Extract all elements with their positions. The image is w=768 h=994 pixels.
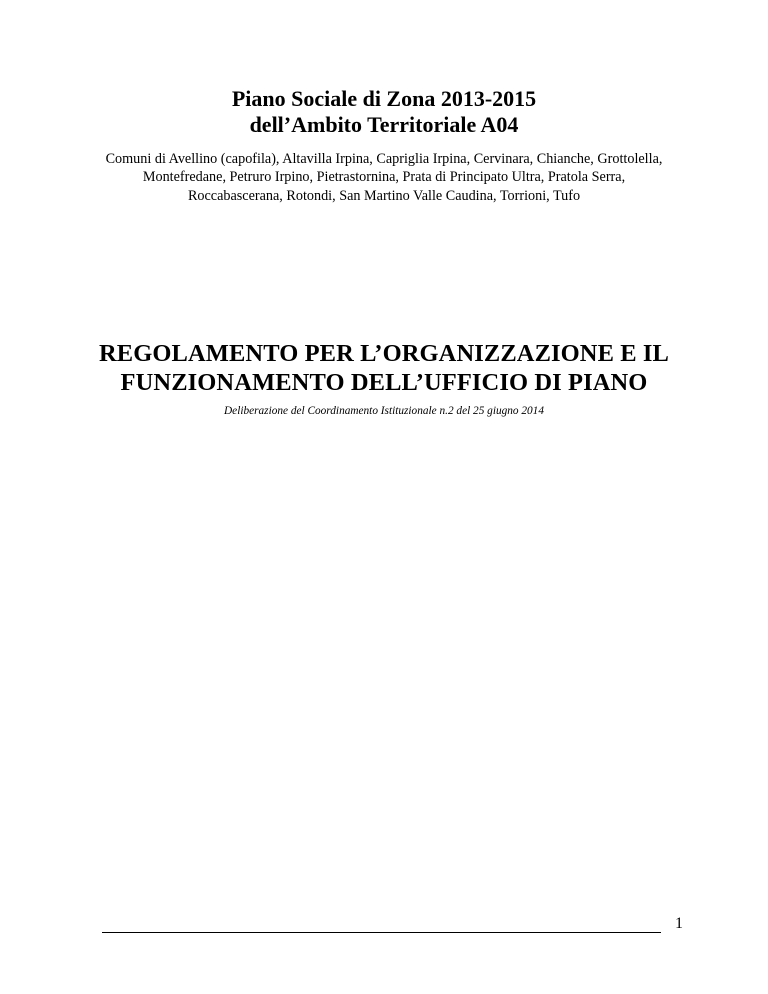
municipalities-line-1: Comuni di Avellino (capofila), Altavilla Irpina, Capriglia Irpina, Cervinara, Chianche, Grottolella, — [105, 151, 663, 167]
title-line-2: dell’Ambito Territoriale A04 — [249, 112, 519, 137]
title-line-1: Piano Sociale di Zona 2013-2015 — [231, 86, 537, 111]
document-title — [0, 86, 768, 138]
deliberation-note: Deliberazione del Coordinamento Istituzionale n.2 del 25 giugno 2014 — [224, 405, 544, 417]
municipalities-list — [60, 150, 708, 205]
municipalities-line-3: Roccabascerana, Rotondi, San Martino Valle Caudina, Torrioni, Tufo — [187, 187, 581, 204]
page-number: 1 — [675, 915, 683, 932]
regulation-title — [0, 339, 768, 397]
regulation-title-line-2: FUNZIONAMENTO DELL’UFFICIO DI PIANO — [120, 369, 648, 396]
footer-divider — [102, 932, 661, 933]
municipalities-line-2: Montefredane, Petruro Irpino, Pietrastornina, Prata di Principato Ultra, Pratola Serra, — [142, 169, 626, 186]
regulation-title-line-1: REGOLAMENTO PER L’ORGANIZZAZIONE E IL — [98, 340, 670, 367]
